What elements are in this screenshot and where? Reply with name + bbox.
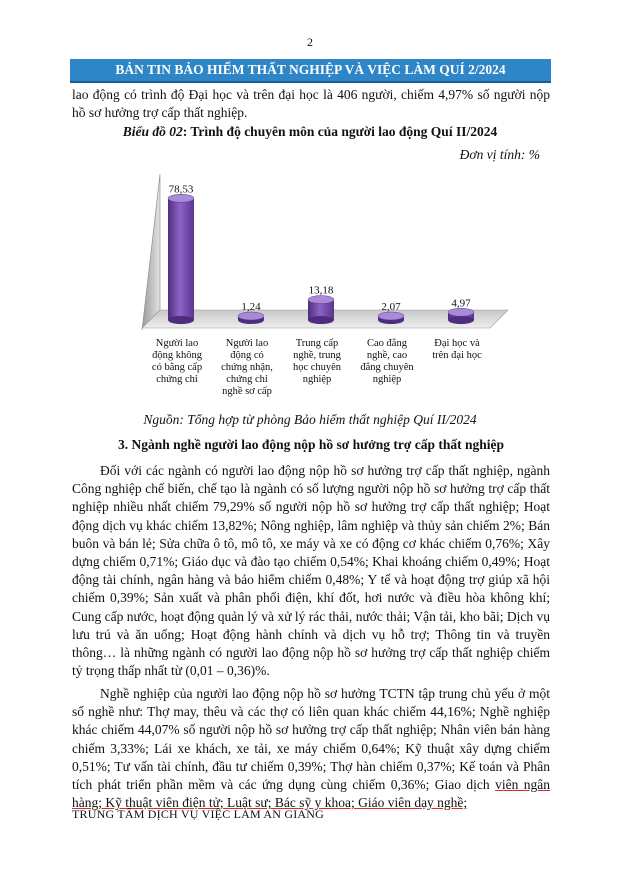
category-label: nghiệp	[302, 374, 332, 385]
bar-top	[308, 296, 334, 304]
data-label: 2,07	[381, 301, 401, 313]
category-label: trên đại học	[432, 350, 482, 361]
bar-top	[378, 312, 404, 320]
section-heading: 3. Ngành nghề người lao động nộp hồ sơ hưởng trợ cấp thất nghiệp	[118, 437, 504, 452]
category-label: có bằng cấp	[151, 362, 203, 373]
category-label: Đại học và	[434, 338, 480, 349]
data-label: 4,97	[451, 297, 471, 310]
category-label: học chuyên	[292, 362, 342, 373]
intro-paragraph: lao động có trình độ Đại học và trên đại học là 406 người, chiếm 4,97% số người nộp hồ sơ hưởng trợ cấp thất nghiệp.	[72, 87, 550, 121]
category-label: chứng nhận,	[221, 362, 273, 373]
data-label: 78,53	[168, 183, 194, 196]
category-label: Người lao	[155, 338, 199, 349]
category-label: Cao đẳng	[367, 338, 407, 349]
source-note: Nguồn: Tổng hợp từ phòng Bảo hiểm thất nghiệp Quí II/2024	[143, 412, 477, 427]
category-label: chứng chỉ	[156, 374, 198, 385]
header-banner: BẢN TIN BẢO HIỂM THẤT NGHIỆP VÀ VIỆC LÀM QUÍ 2/2024	[70, 59, 551, 83]
bar-base	[168, 316, 194, 324]
footer: TRUNG TÂM DỊCH VỤ VIỆC LÀM AN GIANG	[72, 807, 325, 821]
bar-top	[448, 308, 474, 316]
category-label: đẳng chuyên	[360, 362, 414, 373]
data-label: 1,24	[241, 301, 261, 313]
page-number: 2	[307, 35, 313, 49]
chart-title-prefix: Biểu đồ 02	[122, 124, 183, 139]
category-label: chứng chỉ	[226, 374, 268, 385]
category-label: nghề, trung	[293, 350, 341, 361]
bar-base	[308, 316, 334, 324]
bar-top	[238, 312, 264, 320]
category-label: nghề sơ cấp	[222, 386, 272, 397]
category-label: động không	[152, 350, 202, 361]
unit-label: Đơn vị tính: %	[459, 147, 540, 162]
industry-paragraph: Đối với các ngành có người lao động nộp hồ sơ hưởng trợ cấp thất nghiệp, ngành Công nghiệp chế biến, chế tạo là ngành có số lượng người nộp hồ sơ hưởng trợ cấp thất nghiệp nhiều nhất chiếm 79,29% số người nộp hồ sơ hưởng trợ cấp thất nghiệp; Hoạt động dịch vụ khác chiếm 13,82%; Nông nghiệp, lâm nghiệp và thủy sản chiếm 2%; Bán buôn và bán lẻ; Sửa chữa ô tô, mô tô, xe máy và xe có động cơ khác chiếm 0,76%; Xây dựng chiếm 0,71%; Giáo dục và đào tạo chiếm 0,54%; Khai khoáng chiếm 0,49%; Hoạt động tài chính, ngân hàng và bảo hiểm chiếm 0,48%; Y tế và hoạt động trợ giúp xã hội chiếm 0,39%; Sản xuất và phân phối điện, khí đốt, hơi nước và điều hòa không khí; Cung cấp nước, hoạt động quản lý và xử lý rác thải, nước thải; Vận tải, kho bãi; Dịch vụ lưu trú và ăn uống; Hoạt động hành chính và dịch vụ hỗ trợ; Thông tin và truyền thông… là những ngành có người lao động nộp hồ sơ hưởng trợ cấp thất nghiệp chiếm tỷ trọng thấp nhất từ (0,01 – 0,36)%.	[72, 463, 550, 679]
category-label: nghiệp	[372, 374, 402, 385]
chart-title	[0, 124, 620, 140]
bar-body	[168, 198, 194, 320]
bar-base	[448, 316, 474, 324]
occupation-paragraph	[72, 685, 550, 812]
category-label: động có	[230, 350, 264, 361]
bar-chart	[120, 160, 520, 410]
data-label: 13,18	[308, 284, 334, 297]
occupation-text: Nghề nghiệp của người lao động nộp hồ sơ hưởng TCTN tập trung chủ yếu ở một số nghề như: Thợ may, thêu và các thợ có liên quan khác chiếm 44,16%; Nghề nghiệp khác chiếm 44,07% số người nộp hồ sơ hưởng trợ cấp thất nghiệp; Nhân viên bán hàng chiếm 3,33%; Lái xe khách, xe tải, xe máy chiếm 0,64%; Kỹ thuật xây dựng chiếm 0,51%; Tư vấn tài chính, đầu tư chiếm 0,39%; Thợ hàn chiếm 0,37%; Kế toán và Phân tích phát triển phần mềm và các ứng dụng cùng chiếm 0,36%; Giao dịch	[72, 686, 550, 793]
chart-title-text: : Trình độ chuyên môn của người lao động Quí II/2024	[182, 124, 498, 139]
chart-side-wall	[142, 174, 160, 330]
category-label: Người lao	[225, 338, 269, 349]
occupation-text-tail: viên ngân hàng; Kỹ thuật viên điện tử; Luật sư; Bác sỹ y khoa; Giáo viên dạy nghề;	[72, 777, 550, 811]
bar-top	[168, 194, 194, 202]
category-label: nghề, cao	[366, 350, 408, 361]
category-label: Trung cấp	[295, 338, 339, 349]
